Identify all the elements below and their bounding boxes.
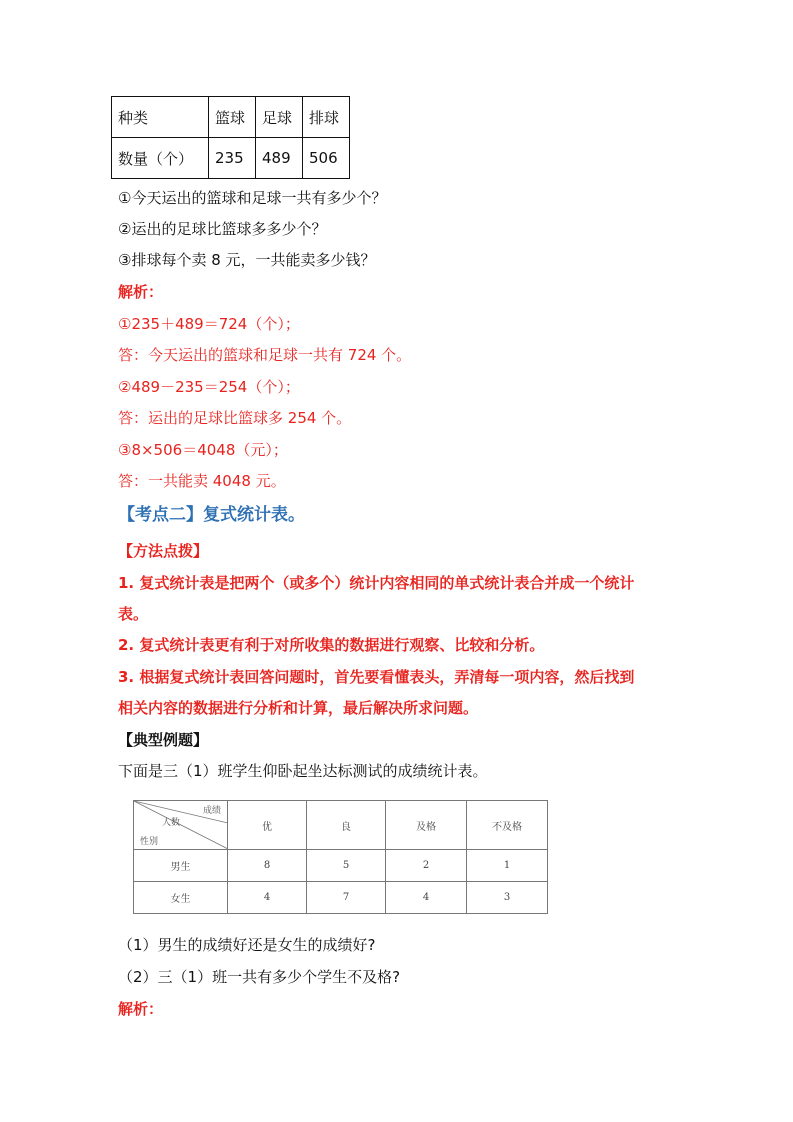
answer-line: ②489－235＝254（个）； [118, 378, 300, 396]
corner-label-bottom: 性别 [140, 837, 159, 847]
table-cell: 7 [307, 882, 386, 914]
answer-line: 答：一共能卖 4048 元。 [118, 472, 286, 490]
answer-line: ③8×506＝4048（元）； [118, 441, 288, 459]
table-cell: 489 [256, 138, 303, 179]
column-header: 优 [228, 801, 307, 850]
diagonal-header-cell [134, 801, 228, 850]
table-cell: 篮球 [209, 97, 256, 138]
method-line: 相关内容的数据进行分析和计算，最后解决所求问题。 [118, 699, 479, 717]
answer-line: 答：运出的足球比篮球多 254 个。 [118, 409, 352, 427]
row-label: 女生 [134, 882, 228, 914]
table-row [134, 850, 548, 882]
table-cell: 506 [303, 138, 350, 179]
table-cell: 8 [228, 850, 307, 882]
table-cell: 种类 [112, 97, 209, 138]
method-line: 1. 复式统计表是把两个（或多个）统计内容相同的单式统计表合并成一个统计 [118, 574, 635, 592]
corner-label-middle: 人数 [162, 818, 181, 828]
question-4: （1）男生的成绩好还是女生的成绩好? [118, 936, 376, 954]
question-3: ③排球每个卖 8 元，一共能卖多少钱？ [118, 251, 376, 269]
question-2: ②运出的足球比篮球多多少个？ [118, 220, 327, 238]
method-line: 表。 [118, 605, 149, 623]
table-cell: 数量（个） [112, 138, 209, 179]
method-line: 3. 根据复式统计表回答问题时，首先要看懂表头，弄清每一项内容，然后找到 [118, 668, 635, 686]
table-cell: 4 [228, 882, 307, 914]
table-row [134, 882, 548, 914]
answer-line: 答：今天运出的篮球和足球一共有 724 个。 [118, 346, 412, 364]
table-row [112, 138, 350, 179]
table-cell: 4 [386, 882, 467, 914]
column-header: 不及格 [467, 801, 548, 850]
table-cell: 2 [386, 850, 467, 882]
question-5: （2）三（1）班一共有多少个学生不及格? [118, 968, 401, 986]
analysis-label: 解析： [118, 283, 164, 301]
score-table [133, 800, 547, 913]
analysis-label-2: 解析： [118, 1000, 164, 1018]
ball-count-table [111, 96, 350, 179]
table-cell: 1 [467, 850, 548, 882]
example-title: 【典型例题】 [118, 731, 209, 749]
question-1: ①今天运出的篮球和足球一共有多少个？ [118, 189, 387, 207]
row-label: 男生 [134, 850, 228, 882]
table-header-row [134, 801, 548, 850]
table-cell: 5 [307, 850, 386, 882]
corner-label-top: 成绩 [202, 806, 221, 816]
answer-line: ①235＋489＝724（个）； [118, 315, 300, 333]
column-header: 及格 [386, 801, 467, 850]
table-cell: 排球 [303, 97, 350, 138]
method-line: 2. 复式统计表更有利于对所收集的数据进行观察、比较和分析。 [118, 636, 545, 654]
section-title: 【考点二】复式统计表。 [118, 505, 305, 525]
example-intro: 下面是三（1）班学生仰卧起坐达标测试的成绩统计表。 [118, 762, 488, 780]
table-cell: 3 [467, 882, 548, 914]
table-cell: 足球 [256, 97, 303, 138]
table-cell: 235 [209, 138, 256, 179]
method-title: 【方法点拨】 [118, 542, 209, 560]
column-header: 良 [307, 801, 386, 850]
table-header-row [112, 97, 350, 138]
